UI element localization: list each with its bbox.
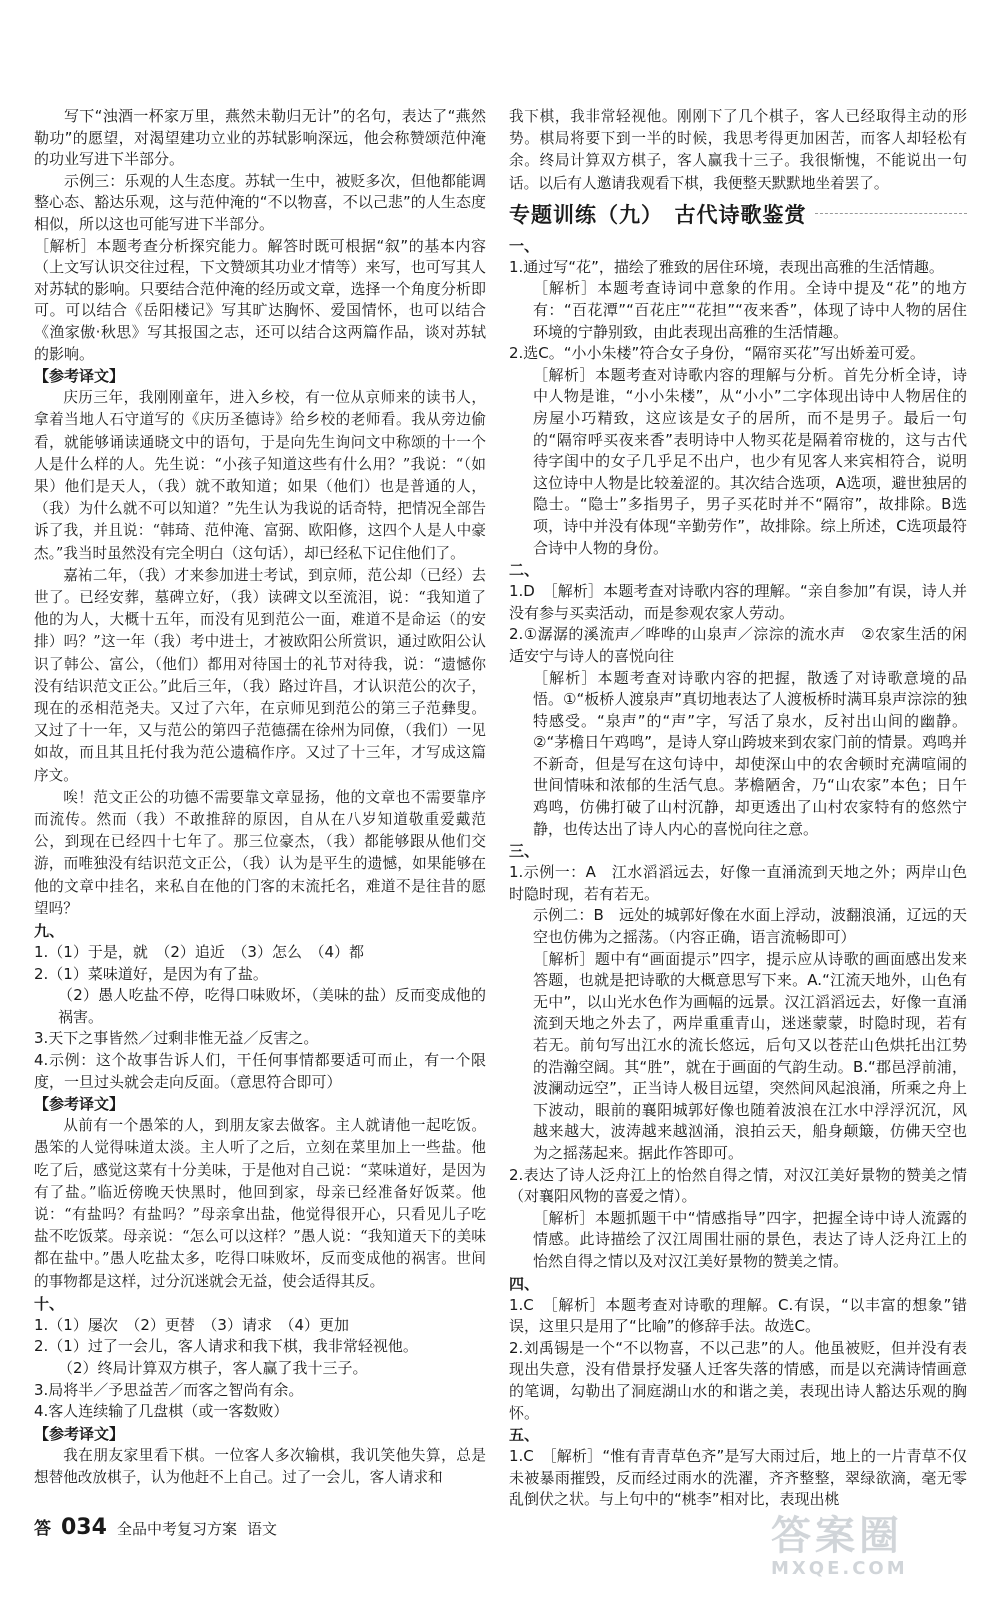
reference-translation-heading: 【参考译文】 bbox=[34, 1095, 125, 1114]
section-label-2: 二、 bbox=[509, 561, 540, 580]
watermark-text: 答案圈 bbox=[771, 1513, 903, 1559]
answer-line: 2.表达了诗人泛舟江上的怡然自得之情，对汉江美好景物的赞美之情（对襄阳风物的喜爱之情）。 bbox=[509, 1165, 967, 1206]
answer-line: 1.示例一：A 江水滔滔远去，好像一直涌流到天地之外；两岸山色时隐时现，若有若无。 bbox=[509, 863, 967, 903]
answer-line: 2.（1）过了一会儿，客人请求和我下棋，我非常轻视他。 bbox=[34, 1337, 418, 1356]
answer-line: 示例二：B 远处的城郭好像在水面上浮动，波翻浪涌，辽远的天空也仿佛为之摇荡。（内容正确，语言流畅即可） bbox=[533, 906, 967, 947]
answer-line: 2.①潺潺的溪流声／哗哗的山泉声／淙淙的流水声 ②农家生活的闲适安宁与诗人的喜悦向往 bbox=[509, 625, 967, 665]
translation-para: 我在朋友家里看下棋。一位客人多次输棋，我讥笑他失算，总是想替他改放棋子，认为他赶不上自己。过了一会儿，客人请求和 bbox=[34, 1446, 486, 1486]
answer-line: 1.D ［解析］本题考查对诗歌内容的理解。“亲自参加”有误，诗人并没有参与买卖活动，而是参观农家人劳动。 bbox=[509, 582, 967, 622]
answer-line: 4.示例：这个故事告诉人们，干任何事情都要适可而止，有一个限度，一旦过头就会走向反面。（意思符合即可） bbox=[34, 1050, 486, 1091]
answer-line: 1.（1）屡次 （2）更替 （3）请求 （4）更加 bbox=[34, 1315, 349, 1334]
section-label-3: 三、 bbox=[509, 842, 540, 861]
section-label-10: 十、 bbox=[34, 1294, 65, 1313]
page-footer bbox=[34, 1514, 277, 1540]
translation-para: 从前有一个愚笨的人，到朋友家去做客。主人就请他一起吃饭。愚笨的人觉得味道太淡。主人听了之后，立刻在菜里加上一些盐。他吃了后，感觉这菜有十分美味，于是他对自己说：“菜味道好，是因为有了盐。”临近傍晚天快黑时，他回到家，母亲已经准备好饭菜。他说：“有盐吗？有盐吗？”母亲拿出盐，他觉得很开心，只看见儿子吃盐不吃饭菜。母亲说：“怎么可以这样？”愚人说：“我知道天下的美味都在盐中。”愚人吃盐太多，吃得口味败坏，反而变成他的祸害。世间的事物都是这样，过分沉迷就会无益，使会适得其反。 bbox=[34, 1117, 486, 1290]
watermark-logo bbox=[771, 1514, 986, 1590]
reference-translation-heading: 【参考译文】 bbox=[34, 1424, 125, 1443]
analysis-para: ［解析］本题考查诗词中意象的作用。全诗中提及“花”的地方有：“百花潭”“百花庄”“花担”“夜来香”，体现了诗中人物的居住环境的宁静别致，由此表现出高雅的生活情趣。 bbox=[533, 279, 967, 341]
answer-line: 2.刘禹锡是一个“不以物喜，不以己悲”的人。他虽被贬，但并没有表现出失意，没有借景抒发骚人迁客失落的情感，而是以充满诗情画意的笔调，勾勒出了洞庭湖山水的和谐之美，表现出诗人豁达乐观的胸怀。 bbox=[509, 1338, 967, 1422]
subject-label: 语文 bbox=[246, 1520, 277, 1538]
translation-continuation: 我下棋，我非常轻视他。刚刚下了几个棋子，客人已经取得主动的形势。棋局将要下到一半的时候，我思考得更加困苦，而客人却轻松有余。终局计算双方棋子，客人赢我十三子。我很惭愧，不能说出一句话。以后有人邀请我观看下棋，我便整天默默地坐着罢了。 bbox=[509, 108, 967, 192]
book-title: 全品中考复习方案 bbox=[116, 1520, 237, 1538]
answer-line: 1.通过写“花”，描绘了雅致的居住环境，表现出高雅的生活情趣。 bbox=[509, 257, 944, 276]
topic-divider bbox=[815, 213, 968, 214]
answer-line: （2）终局计算双方棋子，客人赢了我十三子。 bbox=[58, 1358, 368, 1377]
page-number: 034 bbox=[61, 1515, 107, 1540]
footer-answer-label: 答 bbox=[34, 1519, 51, 1539]
answer-line: 1.C ［解析］“惟有青青草色齐”是写大雨过后，地上的一片青草不仅未被暴雨摧毁，反而经过雨水的洗濯，齐齐整整，翠绿欲滴，毫无零乱倒伏之状。与上句中的“桃李”相对比，表现出桃 bbox=[509, 1447, 967, 1509]
translation-para: 嘉祐二年，（我）才来参加进士考试，到京师，范公却（已经）去世了。已经安葬，墓碑立好，（我）读碑文以至流泪，说：“我知道了他的为人，大概十五年，而没有见到范公一面，难道不是命运（的安排）吗？”这一年（我）考中进士，才被欧阳公所赏识，通过欧阳公认识了韩公、富公，（他们）都用对待国士的礼节对待我，说：“遗憾你没有结识范文正公。”此后三年，（我）路过许昌，才认识范公的次子，现在的丞相范尧夫。又过了六年，在京师见到范公的第三子范彝叟。又过了十一年，又与范公的第四子范德孺在徐州为同僚，（我们）一见如故，而且其且托付我为范公遗稿作序。又过了十三年，才写成这篇序文。 bbox=[34, 566, 486, 784]
section-label-5: 五、 bbox=[509, 1426, 540, 1445]
answer-line: 3.天下之事皆然／过剩非惟无益／反害之。 bbox=[34, 1029, 319, 1048]
analysis-para: ［解析］本题考查分析探究能力。解答时既可根据“叙”的基本内容（上文写认识交往过程，下文赞颂其功业才情等）来写，也可写其人对苏轼的影响。只要结合范仲淹的经历或文章，选择一个角度分析即可。可以结合《岳阳楼记》写其旷达胸怀、爱国情怀，也可以结合《渔家傲·秋思》写其报国之志，还可以结合这两篇作品，谈对苏轼的影响。 bbox=[34, 236, 486, 363]
topic-heading bbox=[509, 199, 967, 229]
answer-line: 2.选C。“小小朱楼”符合女子身份，“隔帘买花”写出娇羞可爱。 bbox=[509, 344, 925, 363]
section-label-1: 一、 bbox=[509, 236, 540, 255]
intro-para: 写下“浊酒一杯家万里，燕然未勒归无计”的名句，表达了“燕然勒功”的愿望，对渴望建功立业的苏轼影响深远，他会称赞颂范仲淹的功业写进下半部分。 bbox=[34, 107, 486, 169]
translation-para: 庆历三年，我刚刚童年，进入乡校，有一位从京师来的读书人，拿着当地人石守道写的《庆历圣德诗》给乡校的老师看。我从旁边偷看，就能够诵读通晓文中的语句，于是向先生询问文中称颂的十一个人是什么样的人。先生说：“小孩子知道这些有什么用？”我说：“（如果）他们是天人，（我）就不敢知道；如果（他们）也是普通的人，（我）为什么就不可以知道？”先生认为我说的话奇特，把情况全部告诉了我，并且说：“韩琦、范仲淹、富弼、欧阳修，这四个人是人中豪杰。”我当时虽然没有完全明白（这句话），却已经私下记住他们了。 bbox=[34, 389, 486, 562]
answer-line: 1.C ［解析］本题考查对诗歌的理解。C.有误，“以丰富的想象”错误，这里只是用了“比喻”的修辞手法。故选C。 bbox=[509, 1295, 967, 1336]
topic-title: 专题训练（九） 古代诗歌鉴赏 bbox=[509, 202, 807, 227]
intro-para: 示例三：乐观的人生态度。苏轼一生中，被贬多次，但他都能调整心态、豁达乐观，这与范仲淹的“不以物喜，不以己悲”的人生态度相似，所以这也可能写进下半部分。 bbox=[34, 171, 486, 233]
section-label-4: 四、 bbox=[509, 1274, 540, 1293]
analysis-para: ［解析］本题考查对诗歌内容的把握，散透了对诗歌意境的品悟。①“板桥人渡泉声”真切地表达了人渡板桥时满耳泉声淙淙的独特感受。“泉声”的“声”字，写活了泉水，反衬出山间的幽静。②“茅檐日午鸡鸣”，是诗人穿山跨坡来到农家门前的情景。鸡鸣并不新奇，但是写在这句诗中，却使深山中的农舍顿时充满喧闹的世间情味和浓郁的生活气息。茅檐陋舍，乃“山农家”本色；日午鸡鸣，仿佛打破了山村沉静，却更透出了山村农家特有的悠然宁静，也传达出了诗人内心的喜悦向往之意。 bbox=[533, 668, 967, 838]
watermark-url: MXQE.COM bbox=[771, 1558, 908, 1579]
answer-line: 3.局将半／予思益苦／而客之智尚有余。 bbox=[34, 1380, 304, 1399]
translation-para: 唉！范文正公的功德不需要靠文章显扬，他的文章也不需要靠序而流传。然而（我）不敢推辞的原因，自从在八岁知道敬重爱戴范公，到现在已经四十七年了。那三位豪杰，（我）都能够跟从他们交游，而唯独没有结识范文正公，（我）认为是平生的遗憾，如果能够在他的文章中挂名，来私自在他的门客的末流托名，难道不是往昔的愿望吗？ bbox=[34, 788, 486, 917]
section-label-9: 九、 bbox=[34, 922, 65, 940]
analysis-para: ［解析］本题考查对诗歌内容的理解与分析。首先分析全诗，诗中人物是谁，“小小朱楼”，从“小小”二字体现出诗中人物居住的房屋小巧精致，这应该是女子的居所，而不是男子。最后一句的“隔帘呼买夜来香”表明诗中人物买花是隔着帘栊的，这与古代待字闺中的女子几乎足不出户，也少有见客人来宾相符合，说明这位诗中人物是比较羞涩的。其次结合选项，A选项，避世独居的隐士。“隐士”多指男子，男子买花时并不“隔帘”，故排除。B选项，诗中并没有体现“辛勤劳作”，故排除。综上所述，C选项最符合诗中人物的身份。 bbox=[533, 365, 967, 557]
right-column bbox=[509, 106, 967, 1511]
analysis-para: ［解析］题中有“画面提示”四字，提示应从诗歌的画面感出发来答题，也就是把诗歌的大概意思写下来。A.“江流天地外，山色有无中”，以山光水色作为画幅的远景。汉江滔滔远去，好像一直涌流到天地之外去了，两岸重重青山，迷迷蒙蒙，时隐时现，若有若无。前句写出江水的流长悠远，后句又以苍茫山色烘托出江势的浩瀚空阔。其“胜”，就在于画面的气韵生动。B.“郡邑浮前浦，波澜动远空”，正当诗人极目远望，突然间风起浪涌，所乘之舟上下波动，眼前的襄阳城郭好像也随着波浪在江水中浮浮沉沉，风越来越大，波涛越来越汹涌，浪拍云天，船身颠簸，仿佛天空也为之摇荡起来。据此作答即可。 bbox=[533, 949, 967, 1162]
analysis-para: ［解析］本题抓题干中“情感指导”四字，把握全诗中诗人流露的情感。此诗描绘了汉江周围壮丽的景色，表达了诗人泛舟江上的怡然自得之情以及对汉江美好景物的赞美之情。 bbox=[533, 1208, 967, 1270]
answer-line: 4.客人连续输了几盘棋（或一客数败） bbox=[34, 1402, 289, 1421]
answer-line: 2.（1）菜味道好，是因为有了盐。 bbox=[34, 964, 268, 983]
left-column bbox=[34, 106, 486, 1489]
reference-translation-heading: 【参考译文】 bbox=[34, 367, 125, 386]
answer-line: 1.（1）于是，就 （2）追近 （3）怎么 （4）都 bbox=[34, 943, 364, 961]
answer-line: （2）愚人吃盐不停，吃得口味败坏，（美味的盐）反而变成他的祸害。 bbox=[58, 986, 486, 1026]
